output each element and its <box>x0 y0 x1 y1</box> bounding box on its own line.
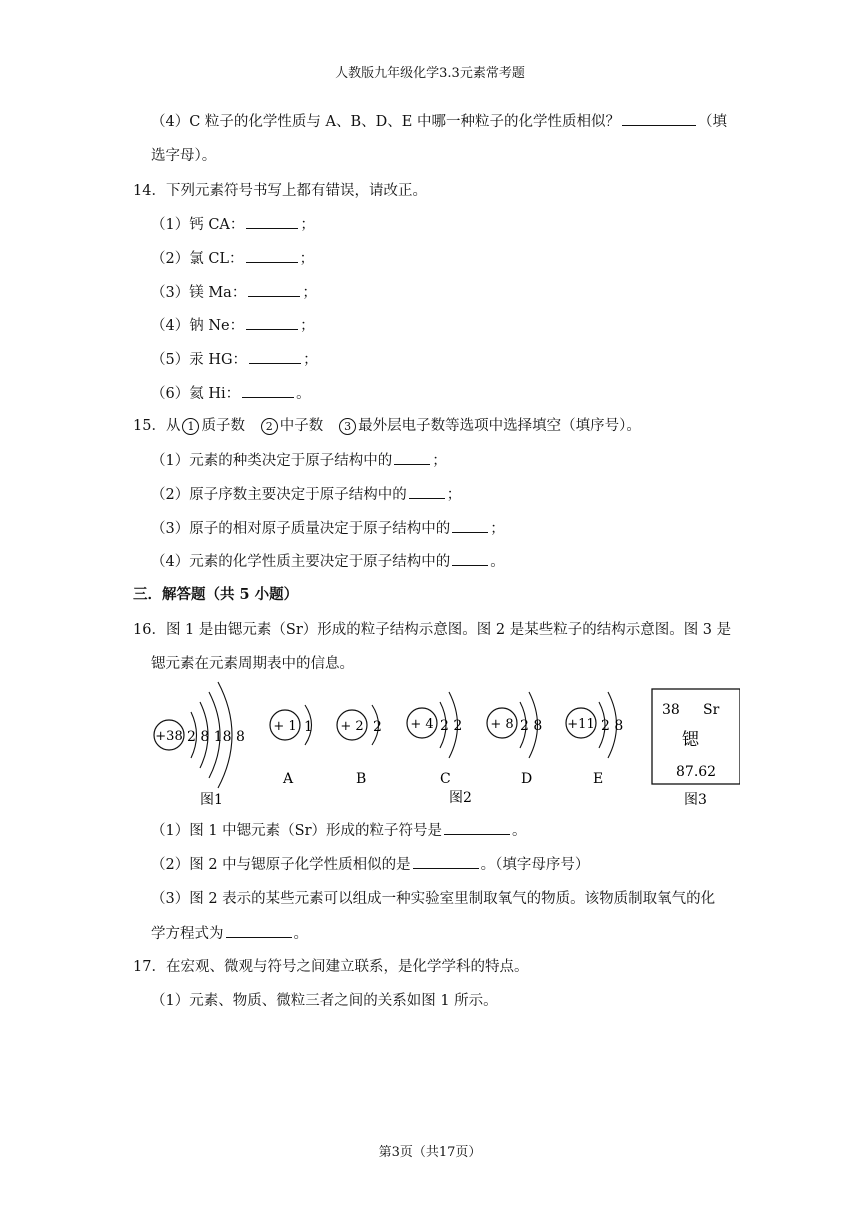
fig2-atom-c <box>407 692 462 787</box>
svg-text:2 2: 2 2 <box>440 718 463 734</box>
fig1-nucleus: +38 <box>155 729 183 744</box>
fig3-caption: 图3 <box>684 792 707 808</box>
answer-blank[interactable] <box>413 854 479 869</box>
q14-item-2: （2）氯 CL： ； <box>151 248 314 269</box>
svg-text:+ 2: + 2 <box>340 719 364 734</box>
answer-blank[interactable] <box>452 518 488 533</box>
q16-part3: （3）图 2 表示的某些元素可以组成一种实验室里制取氧气的物质。该物质制取氧气的化 <box>151 891 716 907</box>
answer-blank[interactable] <box>246 248 298 263</box>
svg-text:A: A <box>283 771 294 787</box>
svg-text:+ 1: + 1 <box>273 719 297 734</box>
answer-blank[interactable] <box>248 282 300 297</box>
answer-blank[interactable] <box>242 383 294 398</box>
q17-stem: 17．在宏观、微观与符号之间建立联系，是化学学科的特点。 <box>133 959 529 975</box>
q14-item-6: （6）氦 Hi： 。 <box>151 383 311 404</box>
circled-number-1: 1 <box>182 418 199 435</box>
q14-stem: 14．下列元素符号书写上都有错误，请改正。 <box>133 183 427 199</box>
answer-blank[interactable] <box>409 484 445 499</box>
answer-blank[interactable] <box>246 214 298 229</box>
q14-item-1: （1）钙 CA： ； <box>151 214 315 235</box>
svg-text:2: 2 <box>373 719 382 735</box>
q13-part4-cont: 选字母）。 <box>151 148 217 164</box>
fig2-atom-a <box>270 705 313 787</box>
q14-item-3: （3）镁 Ma： ； <box>151 282 317 303</box>
answer-blank[interactable] <box>622 111 696 126</box>
q15-item-2: （2）原子序数主要决定于原子结构中的 ； <box>151 484 461 505</box>
fig1-shells: 2 8 18 8 <box>187 729 245 745</box>
q16-part2: （2）图 2 中与锶原子化学性质相似的是 。（填字母序号） <box>151 854 589 875</box>
q14-item-4: （4）钠 Ne： ； <box>151 315 315 336</box>
q15-item-1: （1）元素的种类决定于原子结构中的 ； <box>151 450 447 471</box>
svg-text:B: B <box>356 771 367 787</box>
page-header: 人教版九年级化学3.3元素常考题 <box>335 66 525 81</box>
q16-stem-cont: 锶元素在元素周期表中的信息。 <box>151 656 354 672</box>
svg-text:+ 4: + 4 <box>410 717 434 732</box>
fig3-atomic-number: 38 <box>662 702 680 718</box>
q16-stem: 16．图 1 是由锶元素（Sr）形成的粒子结构示意图。图 2 是某些粒子的结构示意图。图 3 是 <box>133 622 732 638</box>
answer-blank[interactable] <box>452 551 488 566</box>
fig1-strontium-ion <box>154 682 245 808</box>
circled-number-2: 2 <box>261 418 278 435</box>
answer-blank[interactable] <box>226 923 292 938</box>
q15-item-4: （4）元素的化学性质主要决定于原子结构中的 。 <box>151 551 505 572</box>
atom-structure-figures <box>140 680 740 810</box>
svg-text:+11: +11 <box>567 717 595 732</box>
q16-part3-cont: 学方程式为 。 <box>151 923 308 944</box>
answer-blank[interactable] <box>444 820 510 835</box>
answer-blank[interactable] <box>394 450 430 465</box>
fig2-atom-b <box>337 705 382 787</box>
fig1-caption: 图1 <box>200 792 223 808</box>
q17-part1: （1）元素、物质、微粒三者之间的关系如图 1 所示。 <box>151 993 498 1009</box>
q13-part4: （4）C 粒子的化学性质与 A、B、D、E 中哪一种粒子的化学性质相似？ （填 <box>151 111 727 132</box>
circled-number-3: 3 <box>339 418 356 435</box>
svg-text:C: C <box>440 771 451 787</box>
fig3-atomic-mass: 87.62 <box>676 764 717 780</box>
q14-item-5: （5）汞 HG： ； <box>151 349 318 370</box>
fig3-periodic-cell <box>652 689 740 808</box>
svg-text:D: D <box>521 771 533 787</box>
fig3-element-name: 锶 <box>682 730 699 750</box>
svg-text:E: E <box>593 771 604 787</box>
fig2-atom-d <box>487 692 542 787</box>
q16-part1: （1）图 1 中锶元素（Sr）形成的粒子符号是 。 <box>151 820 527 841</box>
fig2-caption: 图2 <box>449 790 472 806</box>
svg-text:1: 1 <box>304 719 313 735</box>
q15-stem: 15．从 1 质子数 2 中子数 3 最外层电子数等选项中选择填空（填序号）。 <box>133 418 641 434</box>
fig2-atom-e <box>566 692 623 787</box>
fig3-symbol: Sr <box>703 702 720 718</box>
answer-blank[interactable] <box>249 349 301 364</box>
q15-item-3: （3）原子的相对原子质量决定于原子结构中的 ； <box>151 518 505 539</box>
section-title: 三．解答题（共 5 小题） <box>133 586 299 603</box>
svg-text:+ 8: + 8 <box>490 717 514 732</box>
answer-blank[interactable] <box>246 315 298 330</box>
page-footer: 第3页（共17页） <box>378 1145 482 1160</box>
svg-text:2 8: 2 8 <box>520 718 543 734</box>
svg-text:2 8: 2 8 <box>601 718 624 734</box>
